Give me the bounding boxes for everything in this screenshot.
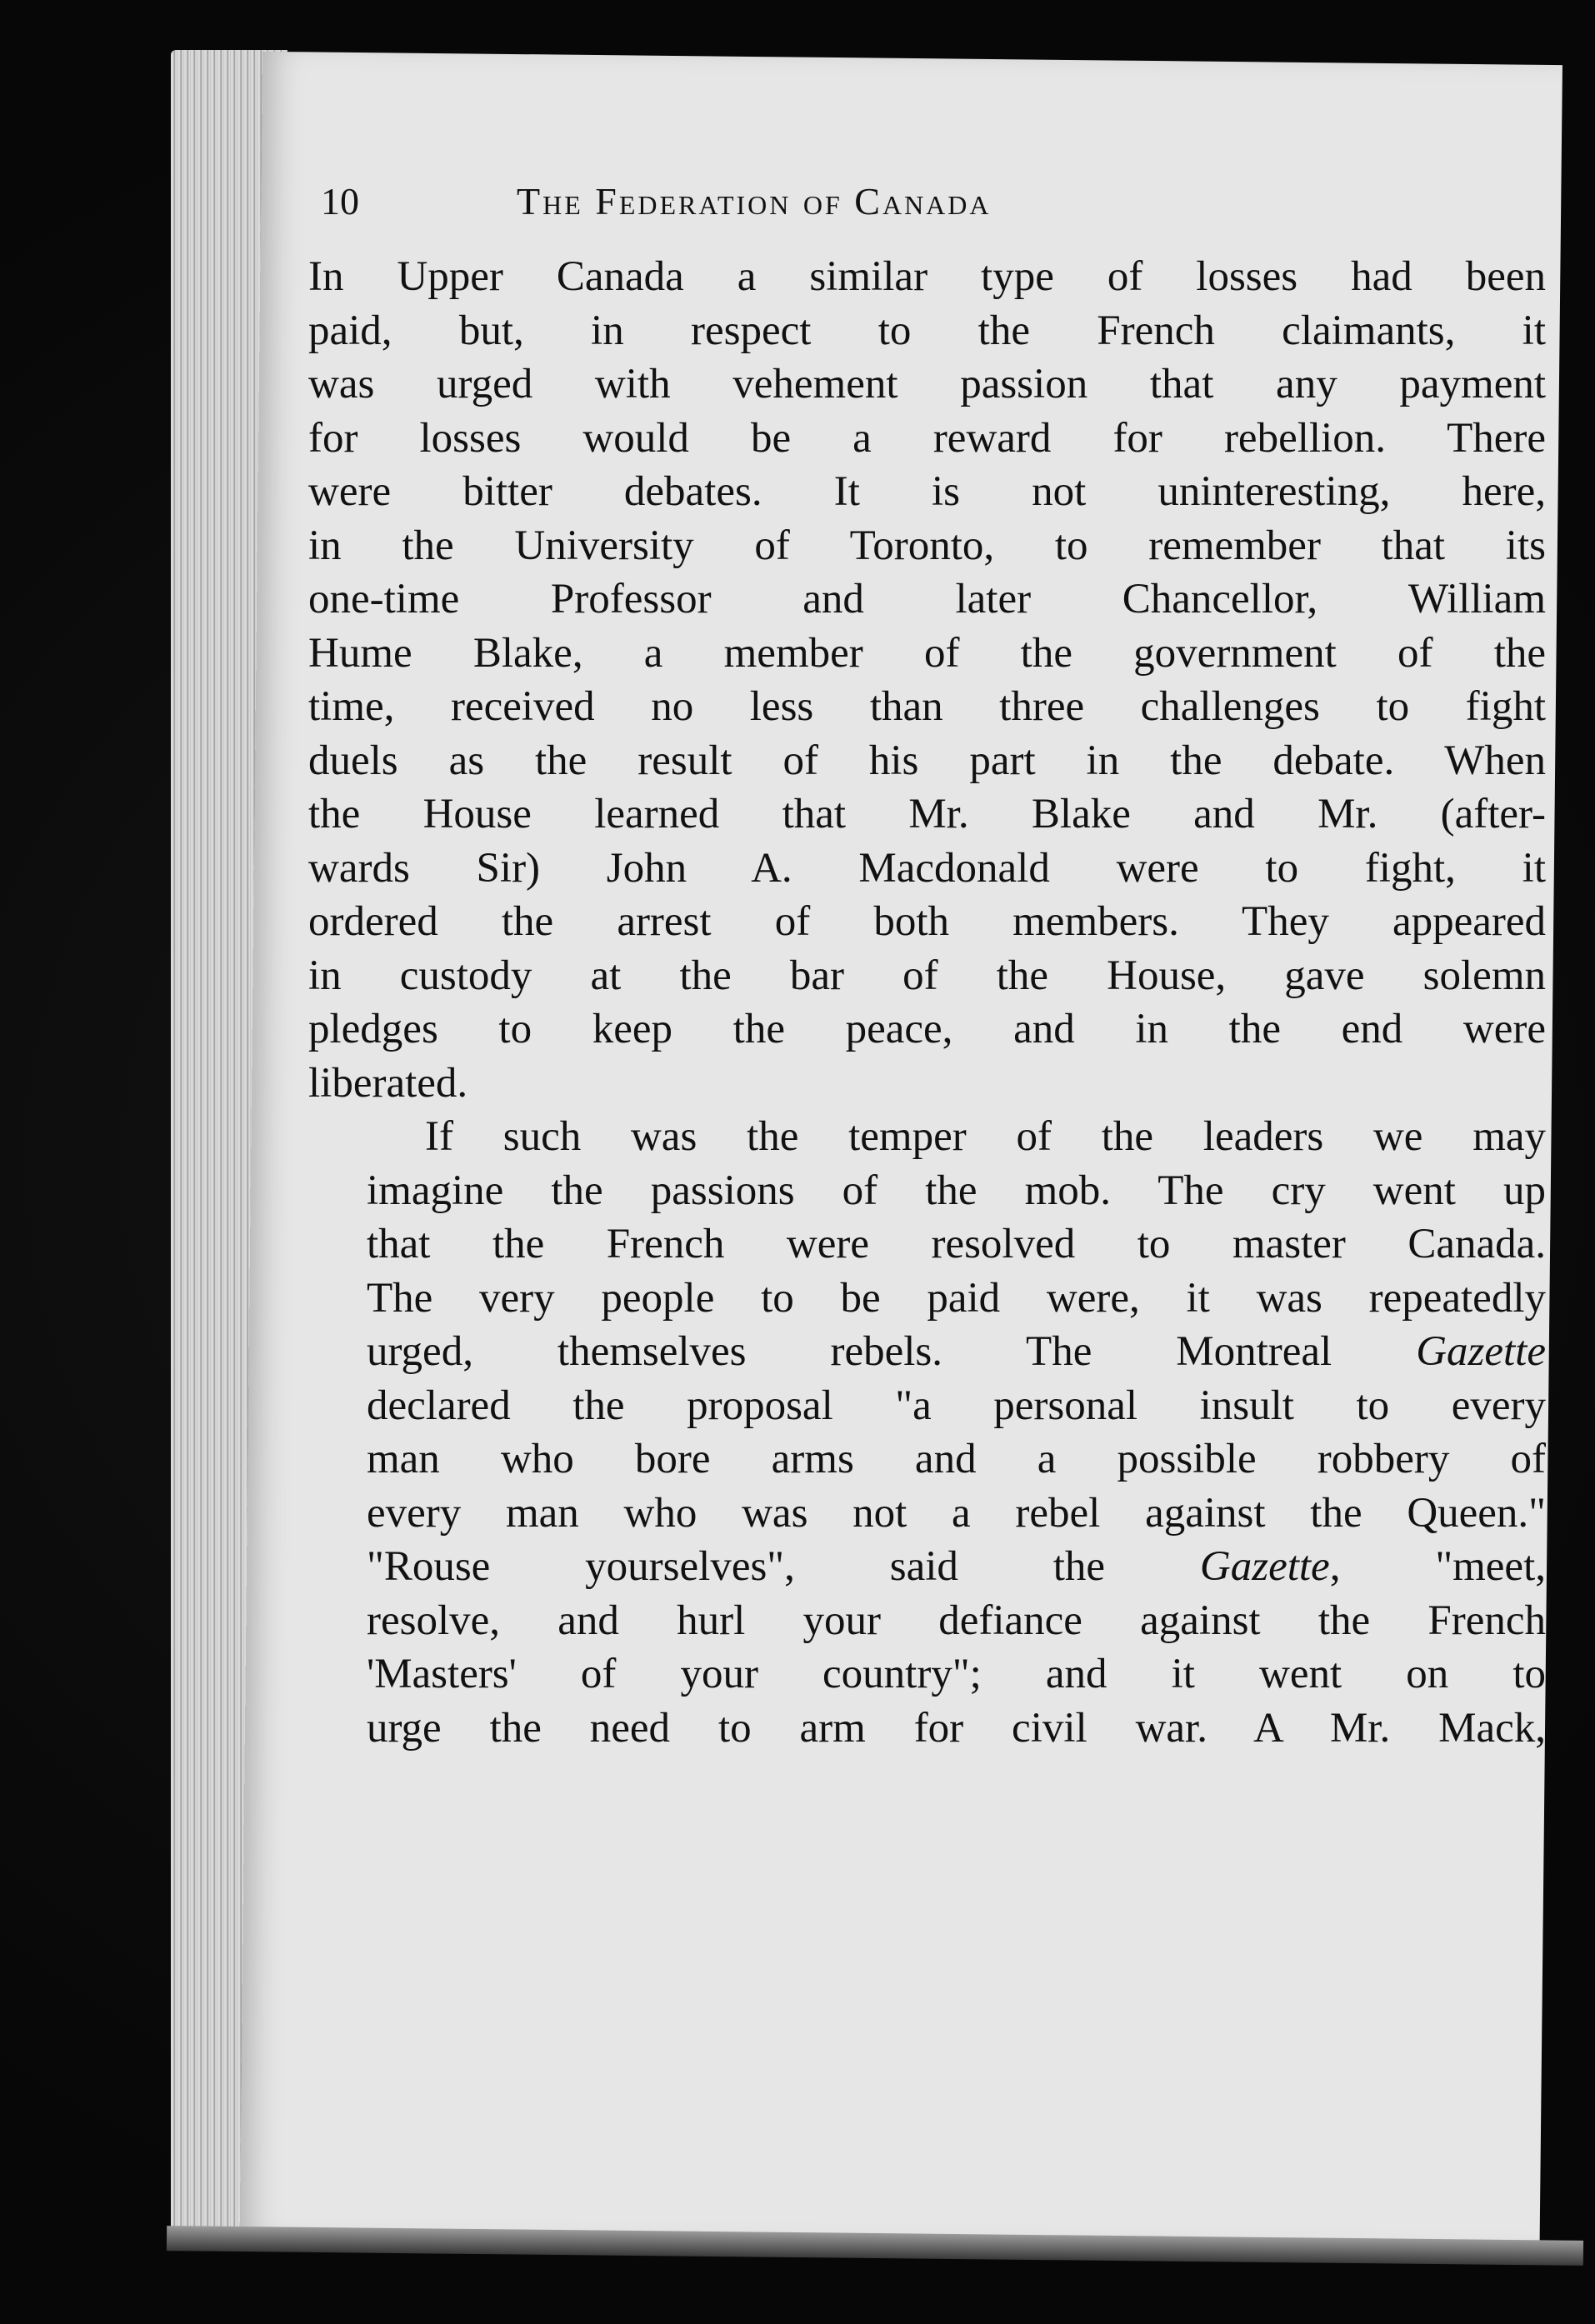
text-line: 'Masters' of your country"; and it went on to: [367, 1651, 1546, 1697]
text-line: liberated.: [308, 1059, 468, 1107]
newspaper-name: Gazette: [1199, 1543, 1330, 1590]
text-line: man who bore arms and a possible robbery of: [367, 1436, 1546, 1482]
text-line: In Upper Canada a similar type of losses had been: [308, 253, 1546, 300]
text-line: declared the proposal "a personal insult to every: [367, 1382, 1546, 1429]
text-line: "Rouse yourselves", said the Gazette, "meet,: [367, 1543, 1546, 1590]
text-line: for losses would be a reward for rebellion. There: [308, 414, 1546, 462]
book-title: The Federation of Canada: [517, 180, 992, 222]
text-line: imagine the passions of the mob. The cry went up: [367, 1167, 1546, 1214]
text-line: urge the need to arm for civil war. A Mr. Mack,: [367, 1704, 1546, 1752]
text-line: the House learned that Mr. Blake and Mr. (after-: [308, 791, 1546, 837]
text-line: time, received no less than three challenges to fight: [308, 683, 1546, 730]
text-line: urged, themselves rebels. The Montreal Gazette: [367, 1328, 1546, 1375]
running-head: [321, 177, 1404, 235]
newspaper-name: Gazette: [1416, 1328, 1546, 1375]
text-line: Hume Blake, a member of the government of the: [308, 629, 1546, 677]
text-line: duels as the result of his part in the debate. When: [308, 737, 1546, 784]
text-line: that the French were resolved to master Canada.: [367, 1221, 1546, 1267]
text-line: resolve, and hurl your defiance against the French: [367, 1597, 1546, 1644]
text-line: were bitter debates. It is not uninteresting, here,: [308, 468, 1546, 515]
text-line: pledges to keep the peace, and in the end were: [308, 1006, 1546, 1052]
text-line: The very people to be paid were, it was repeatedly: [367, 1274, 1546, 1322]
text-line: ordered the arrest of both members. They appeared: [308, 898, 1546, 945]
text-line: was urged with vehement passion that any payment: [308, 361, 1546, 407]
body-text: [308, 250, 1546, 1755]
paragraph-1: [308, 250, 1546, 1110]
text-line: in the University of Toronto, to remember that its: [308, 522, 1546, 569]
text-line: paid, but, in respect to the French claimants, it: [308, 307, 1546, 354]
text-line: in custody at the bar of the House, gave solemn: [308, 952, 1546, 999]
text-line: every man who was not a rebel against the Queen.": [367, 1489, 1546, 1537]
paragraph-2: [308, 1110, 1546, 1755]
text-line: If such was the temper of the leaders we may: [425, 1113, 1546, 1160]
text-line: one-time Professor and later Chancellor, William: [308, 576, 1546, 622]
page-number: 10: [321, 180, 359, 222]
text-line: wards Sir) John A. Macdonald were to fight, it: [308, 844, 1546, 892]
